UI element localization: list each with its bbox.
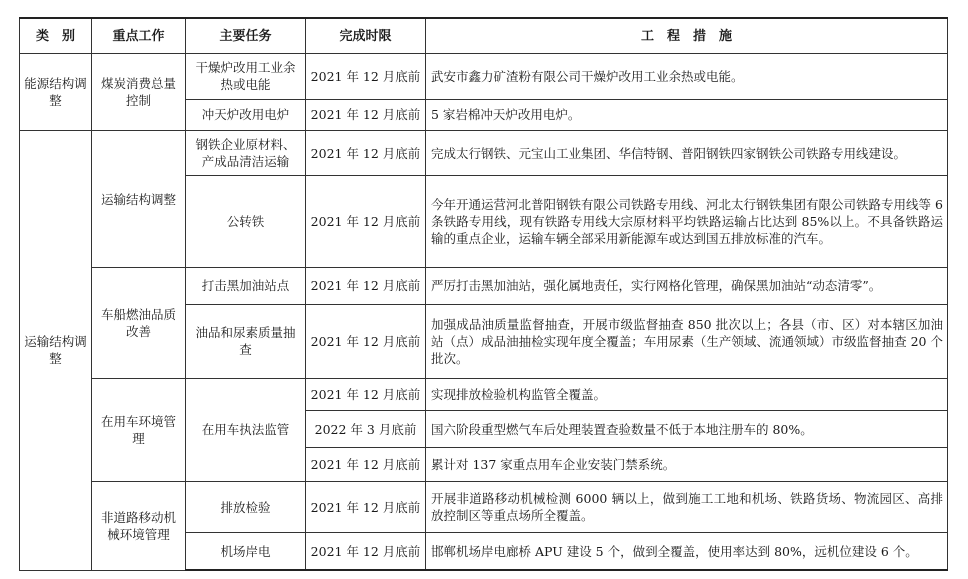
deadline-cell: 2021 年 12 月底前 xyxy=(306,267,426,304)
deadline-cell: 2021 年 12 月底前 xyxy=(306,54,426,99)
deadline-cell: 2021 年 12 月底前 xyxy=(306,378,426,411)
header-key-work: 重点工作 xyxy=(92,18,186,54)
measure-cell: 完成太行钢铁、元宝山工业集团、华信特钢、普阳钢铁四家钢铁公司铁路专用线建设。 xyxy=(426,131,948,176)
key-work-cell: 煤炭消费总量控制 xyxy=(92,54,186,131)
deadline-cell: 2021 年 12 月底前 xyxy=(306,304,426,378)
measure-cell: 邯郸机场岸电廊桥 APU 建设 5 个，做到全覆盖，使用率达到 80%，远机位建设 6 个。 xyxy=(426,533,948,570)
deadline-cell: 2021 年 12 月底前 xyxy=(306,533,426,570)
task-cell: 排放检验 xyxy=(186,482,306,533)
measure-cell: 国六阶段重型燃气车后处理装置查验数量不低于本地注册车的 80%。 xyxy=(426,411,948,448)
header-deadline: 完成时限 xyxy=(306,18,426,54)
key-work-cell: 在用车环境管理 xyxy=(92,378,186,482)
table-row xyxy=(20,482,948,533)
key-work-cell: 车船燃油品质改善 xyxy=(92,267,186,378)
task-cell: 在用车执法监管 xyxy=(186,378,306,482)
measure-cell: 实现排放检验机构监管全覆盖。 xyxy=(426,378,948,411)
key-work-cell: 运输结构调整 xyxy=(92,131,186,267)
deadline-cell: 2022 年 3 月底前 xyxy=(306,411,426,448)
table-row xyxy=(20,54,948,99)
engineering-measures-table xyxy=(19,17,948,571)
task-cell: 打击黑加油站点 xyxy=(186,267,306,304)
category-cell: 能源结构调整 xyxy=(20,54,92,131)
header-measures: 工 程 措 施 xyxy=(426,18,948,54)
task-cell: 钢铁企业原材料、产成品清洁运输 xyxy=(186,131,306,176)
measure-cell: 严厉打击黑加油站，强化属地责任，实行网格化管理，确保黑加油站“动态清零”。 xyxy=(426,267,948,304)
header-row xyxy=(20,18,948,54)
measure-cell: 武安市鑫力矿渣粉有限公司干燥炉改用工业余热或电能。 xyxy=(426,54,948,99)
measure-cell: 今年开通运营河北普阳钢铁有限公司铁路专用线、河北太行钢铁集团有限公司铁路专用线等 6 条铁路专用线，现有铁路专用线大宗原材料平均铁路运输占比达到 85%以上。不具备铁路运输的重点企业，运输车辆全部采用新能源车或达到国五排放标准的汽车。 xyxy=(426,176,948,267)
header-category: 类 别 xyxy=(20,18,92,54)
measure-cell: 5 家岩棉冲天炉改用电炉。 xyxy=(426,99,948,131)
measure-cell: 开展非道路移动机械检测 6000 辆以上，做到施工工地和机场、铁路货场、物流园区、高排放控制区等重点场所全覆盖。 xyxy=(426,482,948,533)
deadline-cell: 2021 年 12 月底前 xyxy=(306,99,426,131)
measure-cell: 加强成品油质量监督抽查，开展市级监督抽查 850 批次以上；各县（市、区）对本辖区加油站（点）成品油抽检实现年度全覆盖；车用尿素（生产领域、流通领域）市级监督抽查 20 个批次。 xyxy=(426,304,948,378)
deadline-cell: 2021 年 12 月底前 xyxy=(306,131,426,176)
task-cell: 冲天炉改用电炉 xyxy=(186,99,306,131)
task-cell: 油品和尿素质量抽查 xyxy=(186,304,306,378)
table-row xyxy=(20,131,948,176)
deadline-cell: 2021 年 12 月底前 xyxy=(306,176,426,267)
deadline-cell: 2021 年 12 月底前 xyxy=(306,448,426,482)
table-row xyxy=(20,378,948,411)
task-cell: 干燥炉改用工业余热或电能 xyxy=(186,54,306,99)
key-work-cell: 非道路移动机械环境管理 xyxy=(92,482,186,570)
measure-cell: 累计对 137 家重点用车企业安装门禁系统。 xyxy=(426,448,948,482)
table-row xyxy=(20,267,948,304)
deadline-cell: 2021 年 12 月底前 xyxy=(306,482,426,533)
task-cell: 公转铁 xyxy=(186,176,306,267)
header-main-task: 主要任务 xyxy=(186,18,306,54)
task-cell: 机场岸电 xyxy=(186,533,306,570)
category-cell: 运输结构调整 xyxy=(20,131,92,570)
